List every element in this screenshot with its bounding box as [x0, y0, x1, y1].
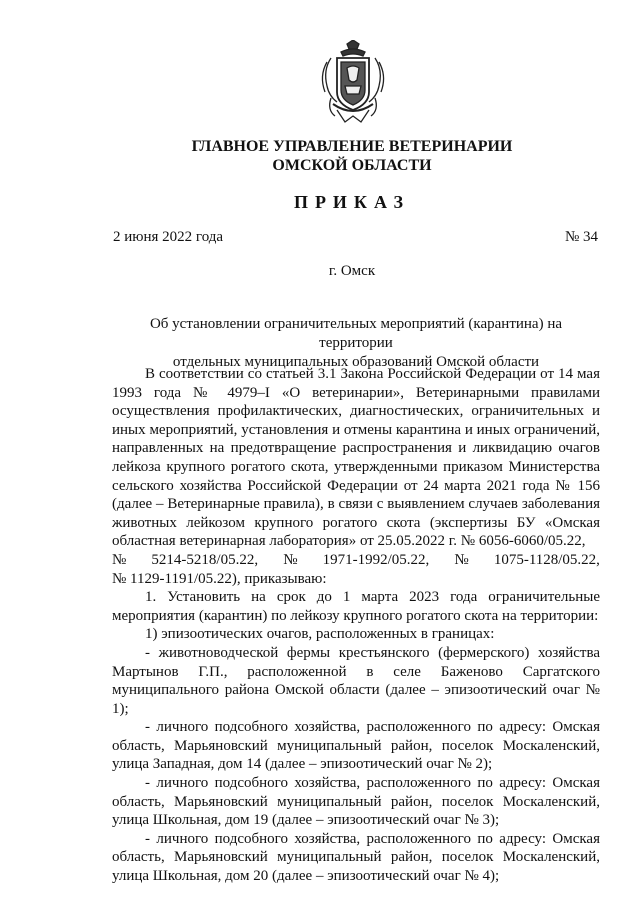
document-number: № 34	[564, 229, 598, 245]
focus-3: - личного подсобного хозяйства, расположенного по адресу: Омская область, Марьяновский муниципальный район, поселок Москаленский, улица Школьная, дом 19 (далее – эпизоотический очаг № 3);	[112, 775, 600, 829]
document-date: 2 июня 2022 года	[113, 229, 224, 245]
document-body	[112, 365, 600, 886]
focus-4: - личного подсобного хозяйства, расположенного по адресу: Омская область, Марьяновский муниципальный район, поселок Москаленский, улица Школьная, дом 20 (далее – эпизоотический очаг № 4);	[112, 830, 600, 885]
document-city: г. Омск	[328, 263, 376, 279]
item-1-1: 1) эпизоотических очагов, расположенных в границах:	[145, 626, 495, 643]
intro-paragraph: В соответствии со статьей 3.1 Закона Российской Федерации от 14 мая 1993 года № 4979–I «О ветеринарии», Ветеринарными правилами осуществления профилактических, диагностических, ограничительных и иных мероприятий, установления и отмены карантина и иных ограничений, направленных на предотвращение распространения и ликвидацию очагов лейкоза крупного рогатого скота, утвержденными приказом Министерства сельского хозяйства Российской Федерации от 24 марта 2021 года № 156 (далее – Ветеринарные правила), в связи с выявлением случаев заболевания животных лейкозом крупного рогатого скота (экспертизы БУ «Омская областная ветеринарная лаборатория» от 25.05.2022 г. № 6056-6060/05.22,	[112, 366, 600, 550]
subject-line-2: отдельных муниципальных образований Омской области	[172, 354, 540, 370]
expertise-number: 1075-1128/05.22,	[493, 551, 600, 568]
focus-2: - личного подсобного хозяйства, расположенного по адресу: Омская область, Марьяновский муниципальный район, поселок Москаленский, улица Западная, дом 14 (далее – эпизоотический очаг № 2);	[112, 719, 600, 773]
document-subject	[112, 315, 600, 372]
expertise-number: 1971-1992/05.22,	[322, 551, 430, 568]
expertise-number: 5214-5218/05.22,	[151, 551, 259, 568]
num-sign: №	[454, 551, 469, 568]
expertise-numbers-line	[112, 551, 600, 570]
org-line-2: ОМСКОЙ ОБЛАСТИ	[272, 157, 432, 174]
org-line-1: ГЛАВНОЕ УПРАВЛЕНИЕ ВЕТЕРИНАРИИ	[191, 138, 513, 155]
item-1: 1. Установить на срок до 1 марта 2023 года ограничительные мероприятия (карантин) по лейкозу крупного рогатого скота на территории:	[112, 589, 600, 624]
document-type: ПРИКАЗ	[293, 192, 411, 212]
focus-1: - животноводческой фермы крестьянского (фермерского) хозяйства Мартынов Г.П., расположенной в селе Баженово Саргатского муниципального района Омской области (далее – эпизоотический очаг № 1);	[112, 644, 600, 717]
num-sign: №	[283, 551, 298, 568]
num-sign: №	[112, 551, 127, 568]
organization-name	[0, 137, 640, 175]
coat-of-arms-icon	[317, 40, 389, 126]
intro-end: № 1129-1191/05.22), приказываю:	[112, 570, 327, 587]
subject-line-1: Об установлении ограничительных мероприятий (карантина) на территории	[149, 316, 563, 351]
